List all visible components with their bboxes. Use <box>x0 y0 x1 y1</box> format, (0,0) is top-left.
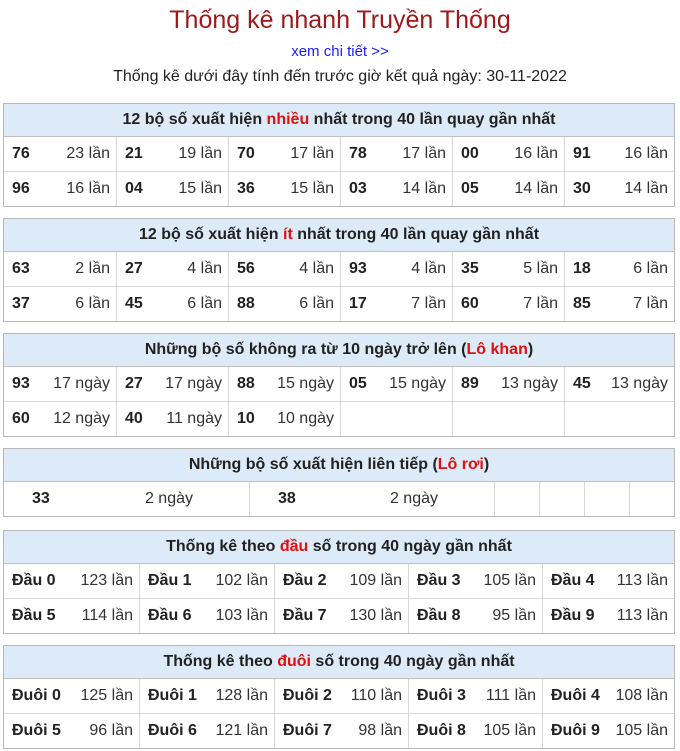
cell-key: Đuôi 1 <box>148 687 197 704</box>
cell-key: Đầu 2 <box>283 572 327 589</box>
table-cell <box>116 287 228 321</box>
cell-count: 7 lần <box>411 295 446 312</box>
cell-count: 111 lần <box>485 687 536 704</box>
cell-key: 60 <box>12 410 30 427</box>
table-cell <box>4 367 116 401</box>
cell-count: 13 ngày <box>611 375 668 392</box>
cell-count: 96 lần <box>89 722 133 739</box>
table-cell <box>542 599 674 633</box>
table-cell <box>452 402 564 436</box>
table-cell <box>139 564 274 598</box>
cell-key: 00 <box>461 145 479 162</box>
cell-key: 21 <box>125 145 143 162</box>
cell-count: 114 lần <box>81 607 133 624</box>
table-cell <box>564 137 674 171</box>
cell-key: 88 <box>237 375 255 392</box>
cell-key: 85 <box>573 295 591 312</box>
table-cell <box>274 714 408 748</box>
table-row <box>4 137 674 171</box>
cell-key: 35 <box>461 260 479 277</box>
table-row <box>4 598 674 633</box>
table-row <box>4 367 674 401</box>
cell-count: 15 ngày <box>277 375 334 392</box>
cell-key: Đầu 4 <box>551 572 595 589</box>
cell-key: 56 <box>237 260 255 277</box>
cell-key: 60 <box>461 295 479 312</box>
cell-key: Đầu 1 <box>148 572 192 589</box>
duoi-heading: Thống kê theo đuôi số trong 40 ngày gần nhất <box>4 646 674 679</box>
detail-link[interactable]: xem chi tiết >> <box>291 43 389 60</box>
table-cell <box>452 287 564 321</box>
cell-count: 14 lần <box>624 180 668 197</box>
least-frequent-table <box>3 218 675 322</box>
least-frequent-heading: 12 bộ số xuất hiện ít nhất trong 40 lần quay gần nhất <box>4 219 674 252</box>
cell-key: Đầu 0 <box>12 572 56 589</box>
table-cell <box>408 679 542 713</box>
cell-count: 5 lần <box>523 260 558 277</box>
cell-count: 14 lần <box>402 180 446 197</box>
cell-key: Đuôi 0 <box>12 687 61 704</box>
table-cell <box>4 714 139 748</box>
table-cell <box>564 367 674 401</box>
cell-key: Đầu 5 <box>12 607 56 624</box>
cell-count: 23 lần <box>66 145 110 162</box>
cell-key: 45 <box>125 295 143 312</box>
cell-count: 17 lần <box>402 145 446 162</box>
cell-key: Đuôi 3 <box>417 687 466 704</box>
page-subtitle: Thống kê dưới đây tính đến trước giờ kết quả ngày: 30-11-2022 <box>113 68 567 85</box>
table-cell <box>340 137 452 171</box>
lo-khan-body <box>4 367 674 436</box>
cell-key: 96 <box>12 180 30 197</box>
table-cell <box>340 172 452 206</box>
cell-count: 17 lần <box>290 145 334 162</box>
cell-key: 37 <box>12 295 30 312</box>
table-cell <box>340 287 452 321</box>
table-cell <box>340 252 452 286</box>
cell-count: 17 ngày <box>53 375 110 392</box>
lo-roi-empty-cell <box>629 482 674 516</box>
table-cell <box>274 599 408 633</box>
dau-body <box>4 564 674 633</box>
cell-count: 14 lần <box>514 180 558 197</box>
cell-key: 76 <box>12 145 30 162</box>
cell-count: 11 ngày <box>166 410 222 427</box>
cell-count: 10 ngày <box>277 410 334 427</box>
table-cell <box>452 252 564 286</box>
duoi-body <box>4 679 674 748</box>
cell-key: 40 <box>125 410 143 427</box>
table-row <box>4 171 674 206</box>
table-cell <box>4 402 116 436</box>
cell-count: 105 lần <box>615 722 668 739</box>
table-cell <box>116 137 228 171</box>
table-cell <box>452 172 564 206</box>
table-cell <box>116 252 228 286</box>
cell-count: 6 lần <box>299 295 334 312</box>
cell-count: 105 lần <box>483 572 536 589</box>
cell-key: 63 <box>12 260 30 277</box>
cell-count: 102 lần <box>215 572 268 589</box>
cell-count: 123 lần <box>80 572 133 589</box>
cell-key: 10 <box>237 410 255 427</box>
lo-roi-cell: 33 2 ngày <box>32 490 193 507</box>
table-cell <box>452 367 564 401</box>
table-cell <box>228 137 340 171</box>
table-cell <box>4 679 139 713</box>
cell-count: 98 lần <box>358 722 402 739</box>
table-cell <box>408 599 542 633</box>
table-cell <box>408 564 542 598</box>
table-cell <box>340 402 452 436</box>
most-frequent-body <box>4 137 674 206</box>
cell-key: Đầu 7 <box>283 607 327 624</box>
table-row <box>4 713 674 748</box>
cell-count: 7 lần <box>633 295 668 312</box>
page-title: Thống kê nhanh Truyền Thống <box>169 6 511 34</box>
cell-key: Đầu 9 <box>551 607 595 624</box>
table-cell <box>340 367 452 401</box>
lo-roi-row <box>4 482 674 516</box>
table-cell <box>408 714 542 748</box>
table-cell <box>4 599 139 633</box>
cell-key: 91 <box>573 145 591 162</box>
most-frequent-table <box>3 103 675 207</box>
cell-count: 17 ngày <box>165 375 222 392</box>
cell-key: Đầu 6 <box>148 607 192 624</box>
cell-count: 108 lần <box>615 687 668 704</box>
cell-key: Đầu 8 <box>417 607 461 624</box>
most-frequent-heading: 12 bộ số xuất hiện nhiều nhất trong 40 lần quay gần nhất <box>4 104 674 137</box>
table-cell <box>542 714 674 748</box>
cell-key: 45 <box>573 375 591 392</box>
lo-khan-table <box>3 333 675 437</box>
lo-roi-empty-cell <box>539 482 584 516</box>
cell-count: 13 ngày <box>501 375 558 392</box>
cell-key: 17 <box>349 295 367 312</box>
cell-key: 36 <box>237 180 255 197</box>
table-cell <box>228 287 340 321</box>
table-row <box>4 286 674 321</box>
cell-key: Đuôi 7 <box>283 722 332 739</box>
cell-key: Đuôi 5 <box>12 722 61 739</box>
table-cell <box>228 402 340 436</box>
cell-count: 12 ngày <box>53 410 110 427</box>
table-cell <box>274 679 408 713</box>
cell-key: 70 <box>237 145 255 162</box>
table-cell <box>228 367 340 401</box>
table-cell <box>542 564 674 598</box>
cell-count: 15 lần <box>290 180 334 197</box>
cell-count: 125 lần <box>80 687 133 704</box>
lo-roi-empty-cell <box>494 482 539 516</box>
cell-count: 2 lần <box>75 260 110 277</box>
cell-count: 110 lần <box>350 687 402 704</box>
cell-count: 6 lần <box>75 295 110 312</box>
table-cell <box>116 172 228 206</box>
table-cell <box>564 172 674 206</box>
cell-key: 30 <box>573 180 591 197</box>
table-cell <box>116 367 228 401</box>
duoi-table <box>3 645 675 749</box>
cell-key: 78 <box>349 145 367 162</box>
cell-count: 113 lần <box>616 572 668 589</box>
cell-count: 128 lần <box>215 687 268 704</box>
table-cell <box>4 172 116 206</box>
cell-count: 16 lần <box>624 145 668 162</box>
table-cell <box>542 679 674 713</box>
cell-key: 04 <box>125 180 143 197</box>
lo-roi-heading: Những bộ số xuất hiện liên tiếp (Lô rơi) <box>4 449 674 482</box>
table-row <box>4 252 674 286</box>
cell-count: 16 lần <box>514 145 558 162</box>
cell-count: 4 lần <box>411 260 446 277</box>
cell-key: Đuôi 6 <box>148 722 197 739</box>
cell-key: 93 <box>12 375 30 392</box>
table-cell <box>564 252 674 286</box>
cell-key: 27 <box>125 375 143 392</box>
cell-key: 27 <box>125 260 143 277</box>
cell-key: Đầu 3 <box>417 572 461 589</box>
cell-count: 103 lần <box>215 607 268 624</box>
cell-count: 121 lần <box>215 722 268 739</box>
table-cell <box>452 137 564 171</box>
table-cell <box>4 287 116 321</box>
cell-count: 16 lần <box>66 180 110 197</box>
cell-count: 7 lần <box>523 295 558 312</box>
least-frequent-body <box>4 252 674 321</box>
table-cell <box>228 252 340 286</box>
lo-khan-heading: Những bộ số không ra từ 10 ngày trở lên (Lô khan) <box>4 334 674 367</box>
cell-count: 105 lần <box>483 722 536 739</box>
table-row <box>4 679 674 713</box>
cell-key: 93 <box>349 260 367 277</box>
table-cell <box>274 564 408 598</box>
cell-count: 6 lần <box>187 295 222 312</box>
cell-key: 05 <box>349 375 367 392</box>
cell-key: 05 <box>461 180 479 197</box>
table-cell <box>139 679 274 713</box>
cell-count: 113 lần <box>616 607 668 624</box>
table-cell <box>228 172 340 206</box>
cell-count: 6 lần <box>633 260 668 277</box>
cell-key: 88 <box>237 295 255 312</box>
dau-table <box>3 530 675 634</box>
dau-heading: Thống kê theo đầu số trong 40 ngày gần nhất <box>4 531 674 564</box>
table-cell <box>4 564 139 598</box>
cell-key: 18 <box>573 260 591 277</box>
table-cell <box>116 402 228 436</box>
cell-count: 95 lần <box>492 607 536 624</box>
table-cell <box>564 287 674 321</box>
cell-key: Đuôi 4 <box>551 687 600 704</box>
cell-count: 4 lần <box>187 260 222 277</box>
cell-key: Đuôi 8 <box>417 722 466 739</box>
lo-roi-cell: 38 2 ngày <box>249 482 494 516</box>
cell-count: 109 lần <box>349 572 402 589</box>
table-cell <box>4 137 116 171</box>
table-row <box>4 401 674 436</box>
table-cell <box>4 252 116 286</box>
cell-key: 03 <box>349 180 367 197</box>
cell-count: 130 lần <box>349 607 402 624</box>
cell-key: 89 <box>461 375 479 392</box>
table-cell <box>139 714 274 748</box>
cell-key: Đuôi 2 <box>283 687 332 704</box>
table-cell <box>564 402 674 436</box>
table-cell <box>139 599 274 633</box>
cell-count: 19 lần <box>178 145 222 162</box>
cell-count: 15 lần <box>178 180 222 197</box>
cell-count: 15 ngày <box>389 375 446 392</box>
lo-roi-table <box>3 448 675 517</box>
cell-count: 4 lần <box>299 260 334 277</box>
table-row <box>4 564 674 598</box>
cell-key: Đuôi 9 <box>551 722 600 739</box>
lo-roi-empty-cell <box>584 482 629 516</box>
